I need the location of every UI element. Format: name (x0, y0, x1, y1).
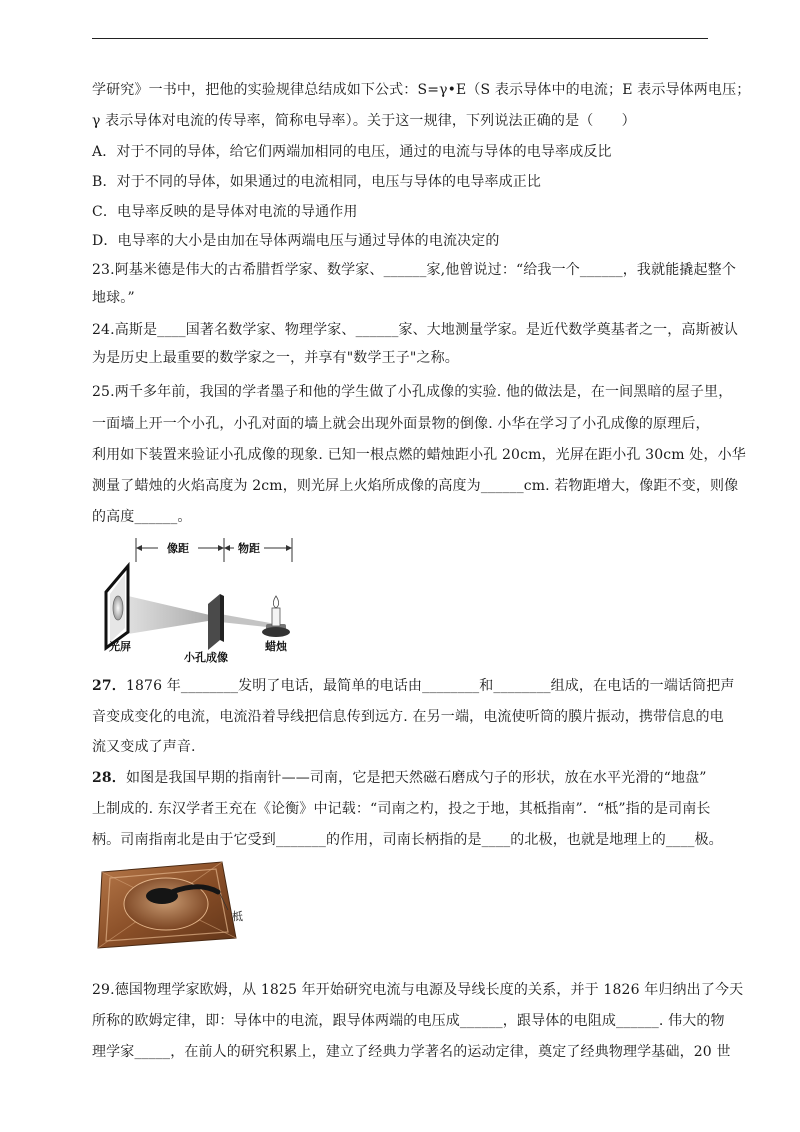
candle-base (262, 627, 290, 637)
dim-arrowhead-3 (224, 545, 230, 551)
figure-caption: 小孔成像 (184, 651, 228, 664)
option-a: A．对于不同的导体，给它们两端加相同的电压，通过的电流与导体的电导率成反比 (92, 144, 612, 160)
label-object-distance: 物距 (238, 542, 260, 555)
q22-line-2: γ 表示导体对电流的传导率，简称电导率）。关于这一规律，下列说法正确的是（ ） (92, 113, 636, 129)
q28-text: 如图是我国早期的指南针——司南，它是把天然磁石磨成勺子的形状，放在水平光滑的“地盘” (125, 770, 707, 786)
q25-line-4: 测量了蜡烛的火焰高度为 2cm，则光屏上火焰所成像的高度为______cm. 若物距增大，像距不变，则像 (92, 478, 739, 494)
q28-line-3: 柄。司南指南北是由于它受到_______的作用，司南长柄指的是____的北极，也就是地理上的____极。 (92, 832, 723, 848)
q27-number: 27． (92, 678, 126, 694)
label-screen: 光屏 (109, 640, 131, 653)
candle-body (272, 608, 280, 626)
option-c: C．电导率反映的是导体对电流的导通作用 (92, 204, 358, 220)
option-d: D．电导率的大小是由加在导体两端电压与通过导体的电流决定的 (92, 233, 500, 249)
q27-line-3: 流又变成了声音. (92, 739, 196, 755)
q25-line-2: 一面墙上开一个小孔，小孔对面的墙上就会出现外面景物的倒像. 小华在学习了小孔成像的原理后， (92, 416, 710, 432)
option-b: B．对于不同的导体，如果通过的电流相同，电压与导体的电导率成正比 (92, 174, 542, 190)
q24-line-2: 为是历史上最重要的数学家之一，并享有"数学王子"之称。 (92, 350, 459, 366)
q28-line-1 (92, 768, 707, 788)
q23-line-1: 23.阿基米德是伟大的古希腊哲学家、数学家、______家,他曾说过：“给我一个______，我就能撬起整个 (92, 262, 736, 278)
q27-line-1 (92, 676, 735, 696)
label-candle: 蜡烛 (265, 640, 287, 653)
q29-line-3: 理学家_____，在前人的研究积累上，建立了经典力学著名的运动定律，奠定了经典物理学基础，20 世 (92, 1044, 731, 1060)
header-rule (92, 38, 708, 39)
q27-line-2: 音变成变化的电流，电流沿着导线把信息传到远方. 在另一端，电流使听筒的膜片振动，携带信息的电 (92, 709, 724, 725)
q27-text: 1876 年________发明了电话，最简单的电话由________和________组成，在电话的一端话筒把声 (125, 678, 735, 694)
pinhole-board (208, 594, 220, 650)
q25-line-1: 25.两千多年前，我国的学者墨子和他的学生做了小孔成像的实验. 他的做法是，在一间黑暗的屋子里， (92, 384, 733, 400)
q25-line-3: 利用如下装置来验证小孔成像的现象. 已知一根点燃的蜡烛距小孔 20cm，光屏在距小孔 30cm 处，小华 (92, 447, 746, 463)
q29-line-2: 所称的欧姆定律，即：导体中的电流，跟导体两端的电压成______，跟导体的电阻成______. 伟大的物 (92, 1013, 725, 1029)
inverted-image (113, 596, 123, 620)
pinhole-board-edge (220, 594, 224, 642)
label-di: 柢 (232, 910, 243, 923)
q29-line-1: 29.德国物理学家欧姆，从 1825 年开始研究电流与电源及导线长度的关系，并于 1826 年归纳出了今天 (92, 982, 744, 998)
dim-arrowhead-4 (286, 545, 292, 551)
light-beam-left (128, 596, 214, 634)
label-image-distance: 像距 (167, 542, 189, 555)
q28-line-2: 上制成的. 东汉学者王充在《论衡》中记载：“司南之杓，投之于地，其柢指南”．“柢”指的是司南长 (92, 801, 711, 817)
q22-line-1: 学研究》一书中，把他的实验规律总结成如下公式：S=γ•E（S 表示导体中的电流；E 表示导体两电压； (92, 82, 751, 98)
dim-arrowhead-1 (136, 545, 142, 551)
q28-number: 28． (92, 770, 126, 786)
pinhole-imaging-figure (100, 536, 298, 664)
dim-arrowhead-2 (218, 545, 224, 551)
candle-flame (273, 596, 278, 608)
q25-line-5: 的高度______。 (92, 509, 192, 525)
q24-line-1: 24.高斯是____国著名数学家、物理学家、______家、大地测量学家。是近代数学奠基者之一，高斯被认 (92, 322, 739, 338)
sinan-compass-figure (96, 856, 246, 952)
q23-line-2: 地球。” (92, 290, 135, 306)
